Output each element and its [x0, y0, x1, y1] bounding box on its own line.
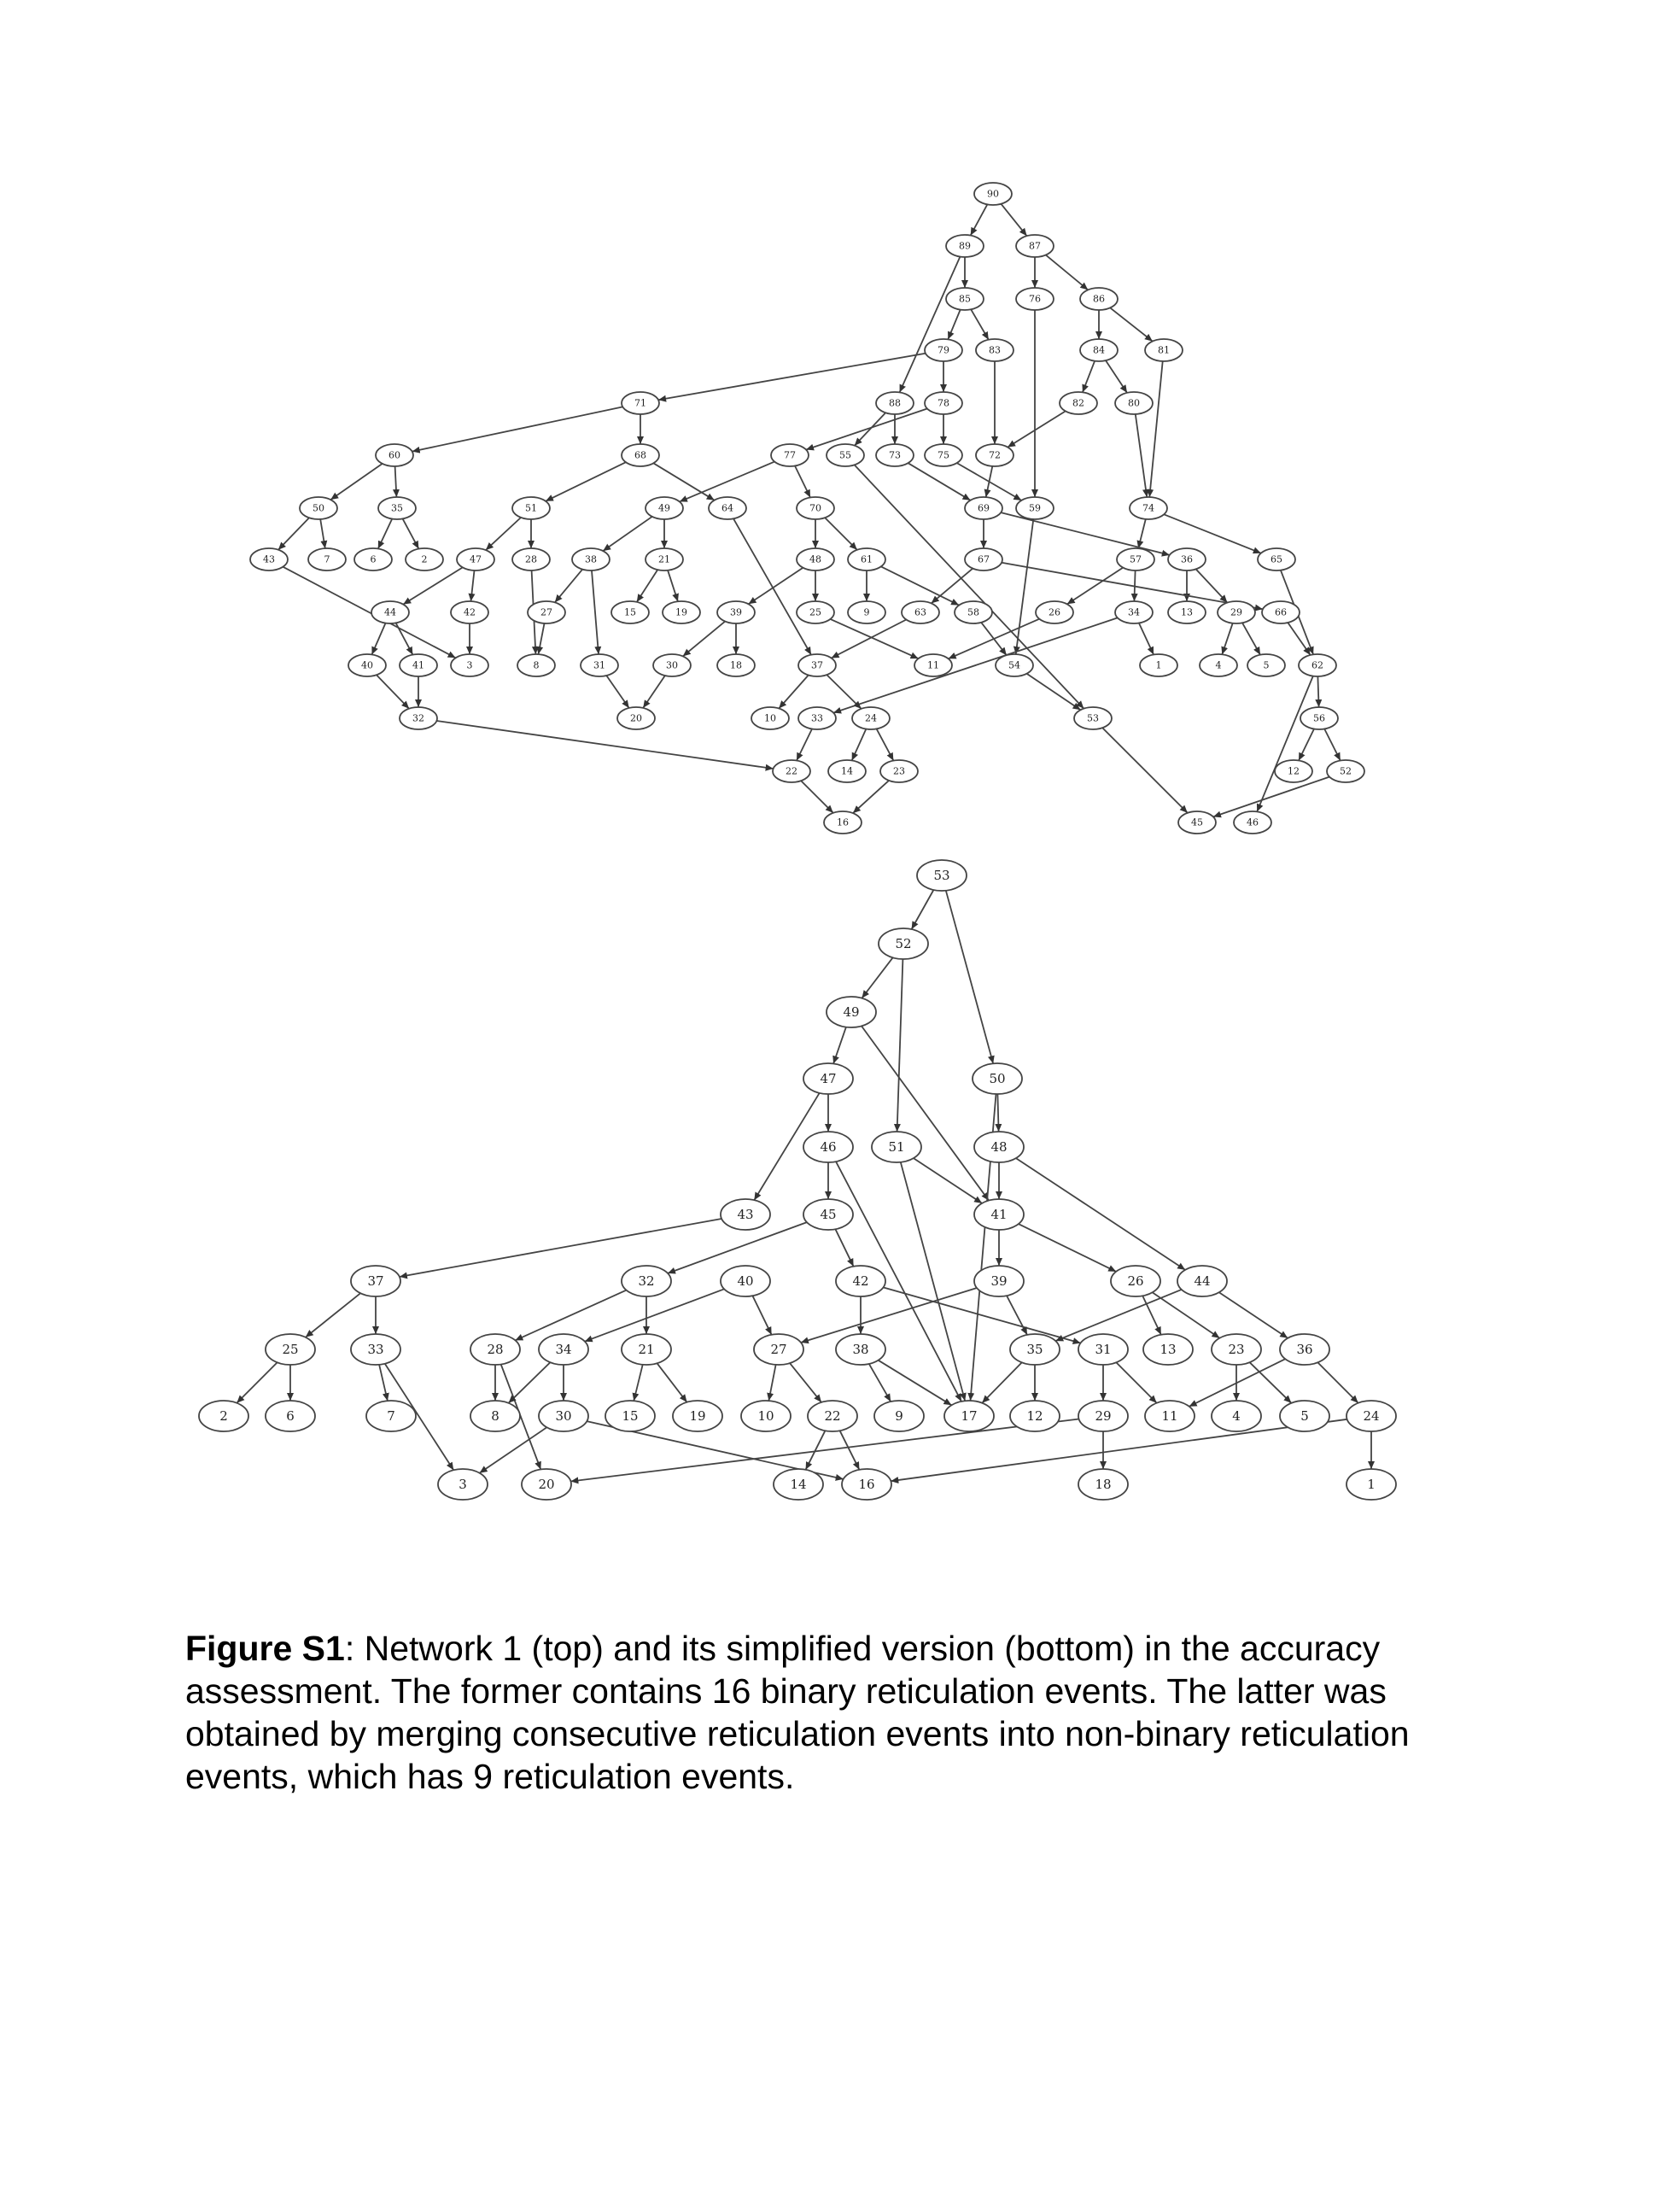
bottom-node-label: 44: [1194, 1273, 1211, 1289]
top-node-label: 89: [959, 240, 971, 252]
bottom-node-label: 39: [990, 1273, 1008, 1289]
bottom-edge-53-52: [912, 890, 934, 929]
bottom-edge-35-17: [982, 1362, 1022, 1402]
top-node-label: 87: [1029, 240, 1041, 252]
top-node-label: 68: [634, 449, 646, 461]
bottom-edge-49-41: [862, 1026, 989, 1200]
bottom-node-label: 32: [638, 1273, 655, 1289]
bottom-node-8: [470, 1401, 520, 1431]
bottom-edge-37-25: [306, 1293, 360, 1337]
bottom-node-29: [1078, 1401, 1128, 1431]
bottom-edge-40-34: [585, 1289, 724, 1341]
bottom-node-label: 14: [790, 1477, 807, 1492]
top-node-label: 70: [809, 502, 821, 514]
bottom-node-2: [199, 1401, 248, 1431]
top-node-label: 76: [1029, 293, 1041, 305]
bottom-node-label: 51: [888, 1139, 905, 1155]
bottom-edge-45-42: [835, 1229, 853, 1267]
top-node-label: 7: [324, 553, 330, 565]
top-node-label: 69: [978, 502, 990, 514]
top-node-label: 48: [809, 553, 821, 565]
bottom-node-42: [836, 1266, 885, 1296]
top-node-label: 11: [927, 659, 939, 671]
bottom-node-25: [266, 1334, 315, 1365]
bottom-node-label: 48: [990, 1139, 1008, 1155]
bottom-node-50: [973, 1063, 1022, 1094]
top-node-label: 64: [721, 502, 733, 514]
bottom-node-9: [874, 1401, 924, 1431]
bottom-node-label: 12: [1026, 1408, 1043, 1424]
top-node-label: 79: [938, 344, 949, 356]
bottom-edge-45-32: [668, 1222, 807, 1273]
top-node-label: 82: [1072, 397, 1084, 409]
top-node-label: 42: [464, 606, 476, 618]
top-node-label: 34: [1128, 606, 1140, 618]
top-node-label: 71: [634, 397, 646, 409]
top-node-label: 38: [585, 553, 597, 565]
bottom-edge-36-24: [1317, 1362, 1358, 1402]
top-node-label: 66: [1275, 606, 1287, 618]
bottom-node-label: 1: [1367, 1477, 1376, 1492]
bottom-edge-30-3: [480, 1427, 547, 1472]
bottom-node-label: 46: [820, 1139, 837, 1155]
bottom-edge-42-31: [883, 1287, 1080, 1343]
top-node-label: 80: [1128, 397, 1140, 409]
top-node-label: 78: [938, 397, 949, 409]
top-node-label: 12: [1288, 765, 1300, 777]
bottom-node-label: 41: [990, 1207, 1008, 1222]
bottom-edge-26-23: [1153, 1292, 1220, 1337]
bottom-edge-31-11: [1116, 1362, 1156, 1402]
top-node-label: 31: [593, 659, 605, 671]
top-node-label: 23: [893, 765, 905, 777]
bottom-node-label: 47: [820, 1071, 837, 1086]
top-node-label: 5: [1263, 659, 1270, 671]
top-node-label: 30: [666, 659, 678, 671]
top-node-label: 61: [861, 553, 873, 565]
bottom-node-18: [1078, 1469, 1128, 1500]
top-node-label: 8: [533, 659, 540, 671]
top-node-label: 21: [658, 553, 670, 565]
bottom-node-label: 15: [622, 1408, 639, 1424]
bottom-node-32: [622, 1266, 671, 1296]
top-node-label: 16: [837, 816, 849, 828]
bottom-node-label: 30: [555, 1408, 572, 1424]
bottom-edge-51-41: [914, 1158, 982, 1203]
bottom-node-label: 45: [820, 1207, 837, 1222]
bottom-node-label: 31: [1095, 1342, 1112, 1357]
bottom-node-40: [721, 1266, 770, 1296]
bottom-edge-52-49: [862, 957, 892, 998]
bottom-edge-22-16: [840, 1431, 860, 1470]
bottom-node-53: [917, 860, 967, 891]
top-node-label: 2: [421, 553, 428, 565]
bottom-node-label: 13: [1160, 1342, 1177, 1357]
bottom-edge-21-15: [634, 1365, 642, 1401]
top-node-label: 15: [624, 606, 636, 618]
top-node-label: 25: [809, 606, 821, 618]
bottom-node-14: [774, 1469, 823, 1500]
bottom-node-47: [803, 1063, 853, 1094]
bottom-node-41: [974, 1199, 1024, 1230]
top-node-label: 65: [1271, 553, 1282, 565]
bottom-node-5: [1280, 1401, 1329, 1431]
bottom-node-11: [1145, 1401, 1195, 1431]
top-node-label: 14: [841, 765, 853, 777]
bottom-node-label: 22: [824, 1408, 841, 1424]
bottom-node-33: [351, 1334, 400, 1365]
top-node-label: 46: [1247, 816, 1259, 828]
bottom-edge-44-35: [1055, 1290, 1182, 1341]
bottom-node-label: 8: [491, 1408, 499, 1424]
top-node-label: 22: [786, 765, 797, 777]
bottom-node-43: [721, 1199, 770, 1230]
top-node-label: 26: [1049, 606, 1060, 618]
bottom-node-21: [622, 1334, 671, 1365]
top-node-label: 74: [1142, 502, 1154, 514]
bottom-node-label: 17: [961, 1408, 978, 1424]
bottom-node-22: [808, 1401, 857, 1431]
bottom-node-49: [827, 997, 876, 1027]
bottom-node-label: 38: [852, 1342, 869, 1357]
top-node-label: 60: [388, 449, 400, 461]
bottom-node-23: [1212, 1334, 1261, 1365]
bottom-node-3: [438, 1469, 488, 1500]
bottom-node-38: [836, 1334, 885, 1365]
bottom-node-35: [1010, 1334, 1060, 1365]
top-node-label: 83: [989, 344, 1001, 356]
top-node-label: 59: [1029, 502, 1041, 514]
top-node-label: 24: [865, 712, 877, 724]
top-node-label: 43: [263, 553, 275, 565]
bottom-edge-43-37: [400, 1219, 721, 1277]
bottom-node-10: [741, 1401, 791, 1431]
top-node-label: 72: [989, 449, 1001, 461]
bottom-edge-41-26: [1019, 1224, 1116, 1272]
top-node-label: 81: [1158, 344, 1170, 356]
bottom-edge-53-50: [946, 891, 993, 1064]
bottom-edge-39-35: [1007, 1296, 1027, 1335]
bottom-node-label: 2: [219, 1408, 228, 1424]
top-node-label: 54: [1008, 659, 1020, 671]
top-node-label: 33: [811, 712, 823, 724]
top-node-label: 13: [1181, 606, 1193, 618]
bottom-node-26: [1111, 1266, 1160, 1296]
top-node-label: 58: [967, 606, 979, 618]
bottom-node-label: 3: [459, 1477, 467, 1492]
top-node-label: 4: [1215, 659, 1222, 671]
top-node-label: 39: [730, 606, 742, 618]
top-node-label: 77: [784, 449, 796, 461]
bottom-node-20: [522, 1469, 571, 1500]
bottom-node-label: 6: [286, 1408, 295, 1424]
top-node-label: 52: [1340, 765, 1352, 777]
bottom-node-label: 28: [487, 1342, 504, 1357]
bottom-node-label: 29: [1095, 1408, 1112, 1424]
bottom-node-label: 40: [737, 1273, 754, 1289]
bottom-node-label: 52: [895, 936, 912, 951]
bottom-node-27: [754, 1334, 803, 1365]
bottom-node-48: [974, 1132, 1024, 1162]
bottom-edge-33-7: [379, 1365, 388, 1401]
bottom-node-label: 27: [770, 1342, 787, 1357]
figure-caption: [185, 1627, 1500, 1798]
bottom-node-label: 9: [895, 1408, 903, 1424]
bottom-node-16: [842, 1469, 891, 1500]
top-node-label: 56: [1313, 712, 1325, 724]
bottom-node-label: 24: [1363, 1408, 1380, 1424]
top-node-label: 63: [914, 606, 926, 618]
bottom-node-1: [1346, 1469, 1396, 1500]
bottom-node-6: [266, 1401, 315, 1431]
caption-text: : Network 1 (top) and its simplified version (bottom) in the accuracy assessment. The former contains 16 binary reticulation events. The latter was obtained by merging consecutive reticulation events into non-binary reticulation events, which has 9 reticulation events.: [185, 1629, 1410, 1796]
bottom-node-45: [803, 1199, 853, 1230]
top-node-label: 86: [1093, 293, 1105, 305]
top-node-label: 57: [1130, 553, 1142, 565]
top-node-label: 49: [658, 502, 670, 514]
bottom-node-label: 34: [555, 1342, 572, 1357]
bottom-node-37: [351, 1266, 400, 1296]
bottom-edge-38-9: [869, 1364, 891, 1402]
bottom-node-46: [803, 1132, 853, 1162]
top-node-label: 19: [675, 606, 687, 618]
bottom-node-label: 50: [989, 1071, 1006, 1086]
bottom-edge-21-19: [657, 1363, 687, 1402]
top-node-label: 73: [889, 449, 901, 461]
top-node-label: 20: [630, 712, 642, 724]
bottom-node-31: [1078, 1334, 1128, 1365]
top-node-label: 9: [863, 606, 870, 618]
bottom-node-label: 23: [1228, 1342, 1245, 1357]
bottom-node-label: 49: [843, 1004, 860, 1020]
top-node-label: 51: [525, 502, 537, 514]
bottom-node-label: 16: [858, 1477, 875, 1492]
bottom-edge-49-47: [833, 1027, 846, 1064]
bottom-node-label: 35: [1026, 1342, 1043, 1357]
bottom-node-label: 7: [387, 1408, 395, 1424]
bottom-edge-39-27: [801, 1288, 977, 1343]
bottom-node-label: 4: [1232, 1408, 1241, 1424]
top-node-label: 36: [1181, 553, 1193, 565]
top-node-label: 35: [391, 502, 403, 514]
bottom-node-36: [1280, 1334, 1329, 1365]
top-node-label: 55: [839, 449, 851, 461]
top-node-label: 10: [764, 712, 776, 724]
top-node-label: 62: [1311, 659, 1323, 671]
top-node-label: 18: [730, 659, 742, 671]
top-node-label: 1: [1155, 659, 1162, 671]
bottom-node-label: 36: [1296, 1342, 1313, 1357]
bottom-node-7: [366, 1401, 416, 1431]
bottom-edge-48-44: [1016, 1158, 1185, 1270]
top-node-label: 84: [1093, 344, 1105, 356]
top-node-label: 3: [466, 659, 473, 671]
top-node-label: 53: [1087, 712, 1099, 724]
top-node-label: 67: [978, 553, 990, 565]
figure-label: Figure S1: [185, 1629, 345, 1668]
bottom-node-label: 26: [1127, 1273, 1144, 1289]
bottom-node-label: 10: [757, 1408, 774, 1424]
top-node-label: 85: [959, 293, 971, 305]
top-node-label: 90: [987, 188, 999, 200]
bottom-edge-25-2: [237, 1362, 277, 1402]
bottom-node-4: [1212, 1401, 1261, 1431]
top-node-label: 27: [540, 606, 552, 618]
bottom-node-15: [605, 1401, 655, 1431]
bottom-edge-44-36: [1219, 1292, 1288, 1338]
top-node-label: 6: [370, 553, 377, 565]
bottom-edge-23-5: [1250, 1362, 1292, 1403]
bottom-edge-27-22: [790, 1363, 821, 1402]
bottom-edge-34-8: [509, 1362, 551, 1403]
top-node-label: 28: [525, 553, 537, 565]
bottom-node-label: 33: [367, 1342, 384, 1357]
top-node-label: 44: [384, 606, 396, 618]
top-node-label: 40: [361, 659, 373, 671]
bottom-node-34: [539, 1334, 588, 1365]
bottom-node-30: [539, 1401, 588, 1431]
top-node-label: 32: [412, 712, 424, 724]
bottom-node-label: 53: [933, 868, 950, 883]
bottom-edge-50-48: [997, 1094, 998, 1132]
bottom-edge-51-17: [901, 1162, 965, 1401]
top-node-label: 47: [470, 553, 482, 565]
bottom-node-24: [1346, 1401, 1396, 1431]
bottom-node-label: 21: [638, 1342, 655, 1357]
bottom-node-19: [673, 1401, 722, 1431]
top-node-label: 29: [1230, 606, 1242, 618]
bottom-node-39: [974, 1266, 1024, 1296]
bottom-node-label: 25: [282, 1342, 299, 1357]
bottom-node-label: 20: [538, 1477, 555, 1492]
bottom-node-51: [872, 1132, 921, 1162]
bottom-edge-52-51: [897, 959, 903, 1132]
top-node-label: 41: [412, 659, 424, 671]
top-node-label: 75: [938, 449, 949, 461]
bottom-node-label: 18: [1095, 1477, 1112, 1492]
bottom-edge-40-27: [752, 1296, 771, 1335]
bottom-node-17: [944, 1401, 994, 1431]
bottom-node-label: 11: [1161, 1408, 1178, 1424]
bottom-node-label: 42: [852, 1273, 869, 1289]
bottom-node-44: [1177, 1266, 1227, 1296]
bottom-node-28: [470, 1334, 520, 1365]
bottom-node-label: 19: [689, 1408, 706, 1424]
top-node-label: 37: [811, 659, 823, 671]
bottom-node-label: 5: [1300, 1408, 1309, 1424]
top-node-label: 88: [889, 397, 901, 409]
top-node-label: 45: [1191, 816, 1203, 828]
bottom-node-52: [879, 928, 928, 959]
bottom-node-13: [1143, 1334, 1193, 1365]
bottom-node-12: [1010, 1401, 1060, 1431]
bottom-node-label: 43: [737, 1207, 754, 1222]
top-node-label: 50: [313, 502, 324, 514]
bottom-edge-27-10: [768, 1365, 775, 1401]
bottom-node-label: 37: [367, 1273, 384, 1289]
